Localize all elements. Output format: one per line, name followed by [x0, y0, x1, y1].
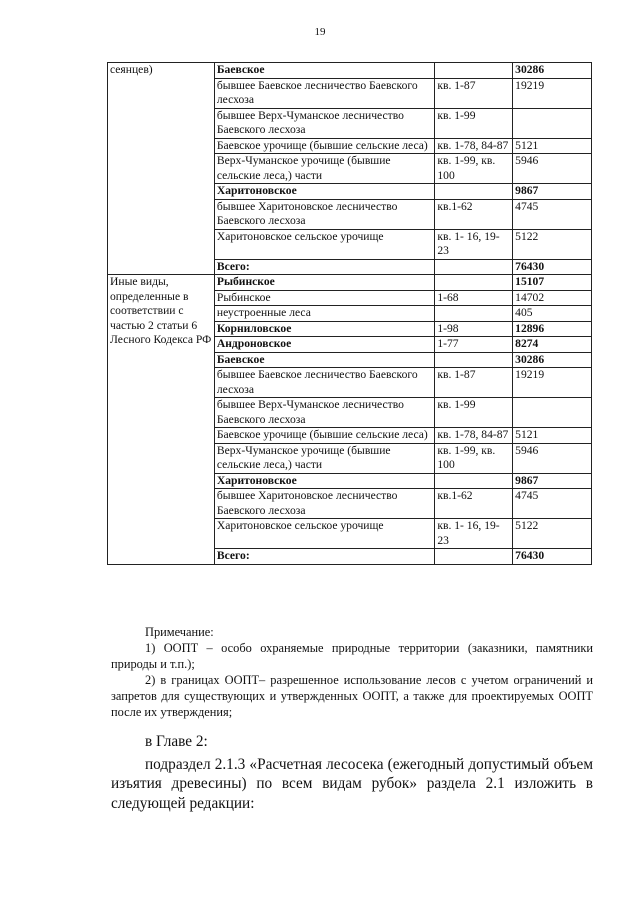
forestry-name-cell: Всего:: [214, 549, 434, 565]
forestry-name-cell: бывшее Харитоновское лесничество Баевского лесхоза: [214, 199, 434, 229]
forestry-name-cell: Баевское урочище (бывшие сельские леса): [214, 138, 434, 154]
quarters-cell: кв. 1-87: [435, 78, 513, 108]
quarters-cell: [435, 549, 513, 565]
forestry-name-cell: Баевское: [214, 352, 434, 368]
forestry-name-cell: Баевское урочище (бывшие сельские леса): [214, 428, 434, 444]
forestry-name-cell: Андроновское: [214, 337, 434, 353]
area-cell: 30286: [513, 63, 592, 79]
chapter-amendment: [111, 732, 593, 813]
area-cell: [513, 398, 592, 428]
forestry-name-cell: Верх-Чуманское урочище (бывшие сельские леса,) части: [214, 154, 434, 184]
quarters-cell: [435, 259, 513, 275]
area-cell: 5946: [513, 154, 592, 184]
quarters-cell: кв.1-62: [435, 199, 513, 229]
quarters-cell: 1-77: [435, 337, 513, 353]
forestry-name-cell: Харитоновское: [214, 473, 434, 489]
forestry-name-cell: бывшее Баевское лесничество Баевского лесхоза: [214, 78, 434, 108]
quarters-cell: [435, 306, 513, 322]
notes-block: [111, 624, 593, 720]
forestry-name-cell: Харитоновское: [214, 184, 434, 200]
use-type-cell: сеянцев): [108, 63, 215, 275]
quarters-cell: [435, 352, 513, 368]
quarters-cell: [435, 275, 513, 291]
area-cell: 19219: [513, 368, 592, 398]
forestry-name-cell: бывшее Баевское лесничество Баевского лесхоза: [214, 368, 434, 398]
forestry-name-cell: бывшее Харитоновское лесничество Баевского лесхоза: [214, 489, 434, 519]
quarters-cell: кв. 1- 16, 19-23: [435, 519, 513, 549]
forestry-name-cell: Верх-Чуманское урочище (бывшие сельские леса,) части: [214, 443, 434, 473]
forestry-name-cell: Харитоновское сельское урочище: [214, 519, 434, 549]
quarters-cell: кв. 1-78, 84-87: [435, 138, 513, 154]
area-cell: 4745: [513, 199, 592, 229]
forestry-name-cell: Рыбинское: [214, 290, 434, 306]
quarters-cell: кв. 1-78, 84-87: [435, 428, 513, 444]
quarters-cell: [435, 184, 513, 200]
forestry-name-cell: Харитоновское сельское урочище: [214, 229, 434, 259]
forestry-name-cell: Рыбинское: [214, 275, 434, 291]
notes-title: Примечание:: [145, 625, 214, 639]
quarters-cell: кв.1-62: [435, 489, 513, 519]
forestry-name-cell: Всего:: [214, 259, 434, 275]
note-1: 1) ООПТ – особо охраняемые природные территории (заказники, памятники природы и т.п.);: [111, 641, 593, 671]
area-cell: 19219: [513, 78, 592, 108]
forestry-name-cell: неустроенные леса: [214, 306, 434, 322]
chapter-text: подраздел 2.1.3 «Расчетная лесосека (ежегодный допустимый объем изъятия древесины) по всем видам рубок» раздела 2.1 изложить в следующей редакции:: [111, 755, 593, 812]
area-cell: 9867: [513, 184, 592, 200]
quarters-cell: 1-68: [435, 290, 513, 306]
note-2: 2) в границах ООПТ– разрешенное использование лесов с учетом ограничений и запретов для существующих и утвержденных ООПТ, а также для проектируемых ООПТ после их утверждения;: [111, 673, 593, 719]
quarters-cell: кв. 1-99: [435, 398, 513, 428]
quarters-cell: кв. 1-99, кв. 100: [435, 154, 513, 184]
forestry-name-cell: бывшее Верх-Чуманское лесничество Баевского лесхоза: [214, 108, 434, 138]
quarters-cell: кв. 1-99, кв. 100: [435, 443, 513, 473]
area-cell: 9867: [513, 473, 592, 489]
table-row: [108, 275, 592, 291]
forestry-name-cell: Баевское: [214, 63, 434, 79]
area-cell: 12896: [513, 321, 592, 337]
area-cell: 5946: [513, 443, 592, 473]
page-number: 19: [314, 26, 326, 38]
table-row: [108, 63, 592, 79]
area-cell: 14702: [513, 290, 592, 306]
area-cell: 76430: [513, 259, 592, 275]
quarters-cell: [435, 473, 513, 489]
area-cell: 15107: [513, 275, 592, 291]
quarters-cell: кв. 1- 16, 19-23: [435, 229, 513, 259]
quarters-cell: кв. 1-99: [435, 108, 513, 138]
area-cell: 30286: [513, 352, 592, 368]
area-cell: 5122: [513, 519, 592, 549]
area-cell: 8274: [513, 337, 592, 353]
quarters-cell: [435, 63, 513, 79]
area-cell: 405: [513, 306, 592, 322]
chapter-title: в Главе 2:: [145, 733, 208, 750]
forestry-name-cell: бывшее Верх-Чуманское лесничество Баевского лесхоза: [214, 398, 434, 428]
forest-area-table: [107, 62, 592, 565]
quarters-cell: кв. 1-87: [435, 368, 513, 398]
area-cell: 4745: [513, 489, 592, 519]
use-type-cell: Иные виды, определенные в соответствии с частью 2 статьи 6 Лесного Кодекса РФ: [108, 275, 215, 565]
area-cell: 76430: [513, 549, 592, 565]
forestry-name-cell: Корниловское: [214, 321, 434, 337]
area-cell: 5122: [513, 229, 592, 259]
area-cell: 5121: [513, 428, 592, 444]
area-cell: [513, 108, 592, 138]
area-cell: 5121: [513, 138, 592, 154]
quarters-cell: 1-98: [435, 321, 513, 337]
